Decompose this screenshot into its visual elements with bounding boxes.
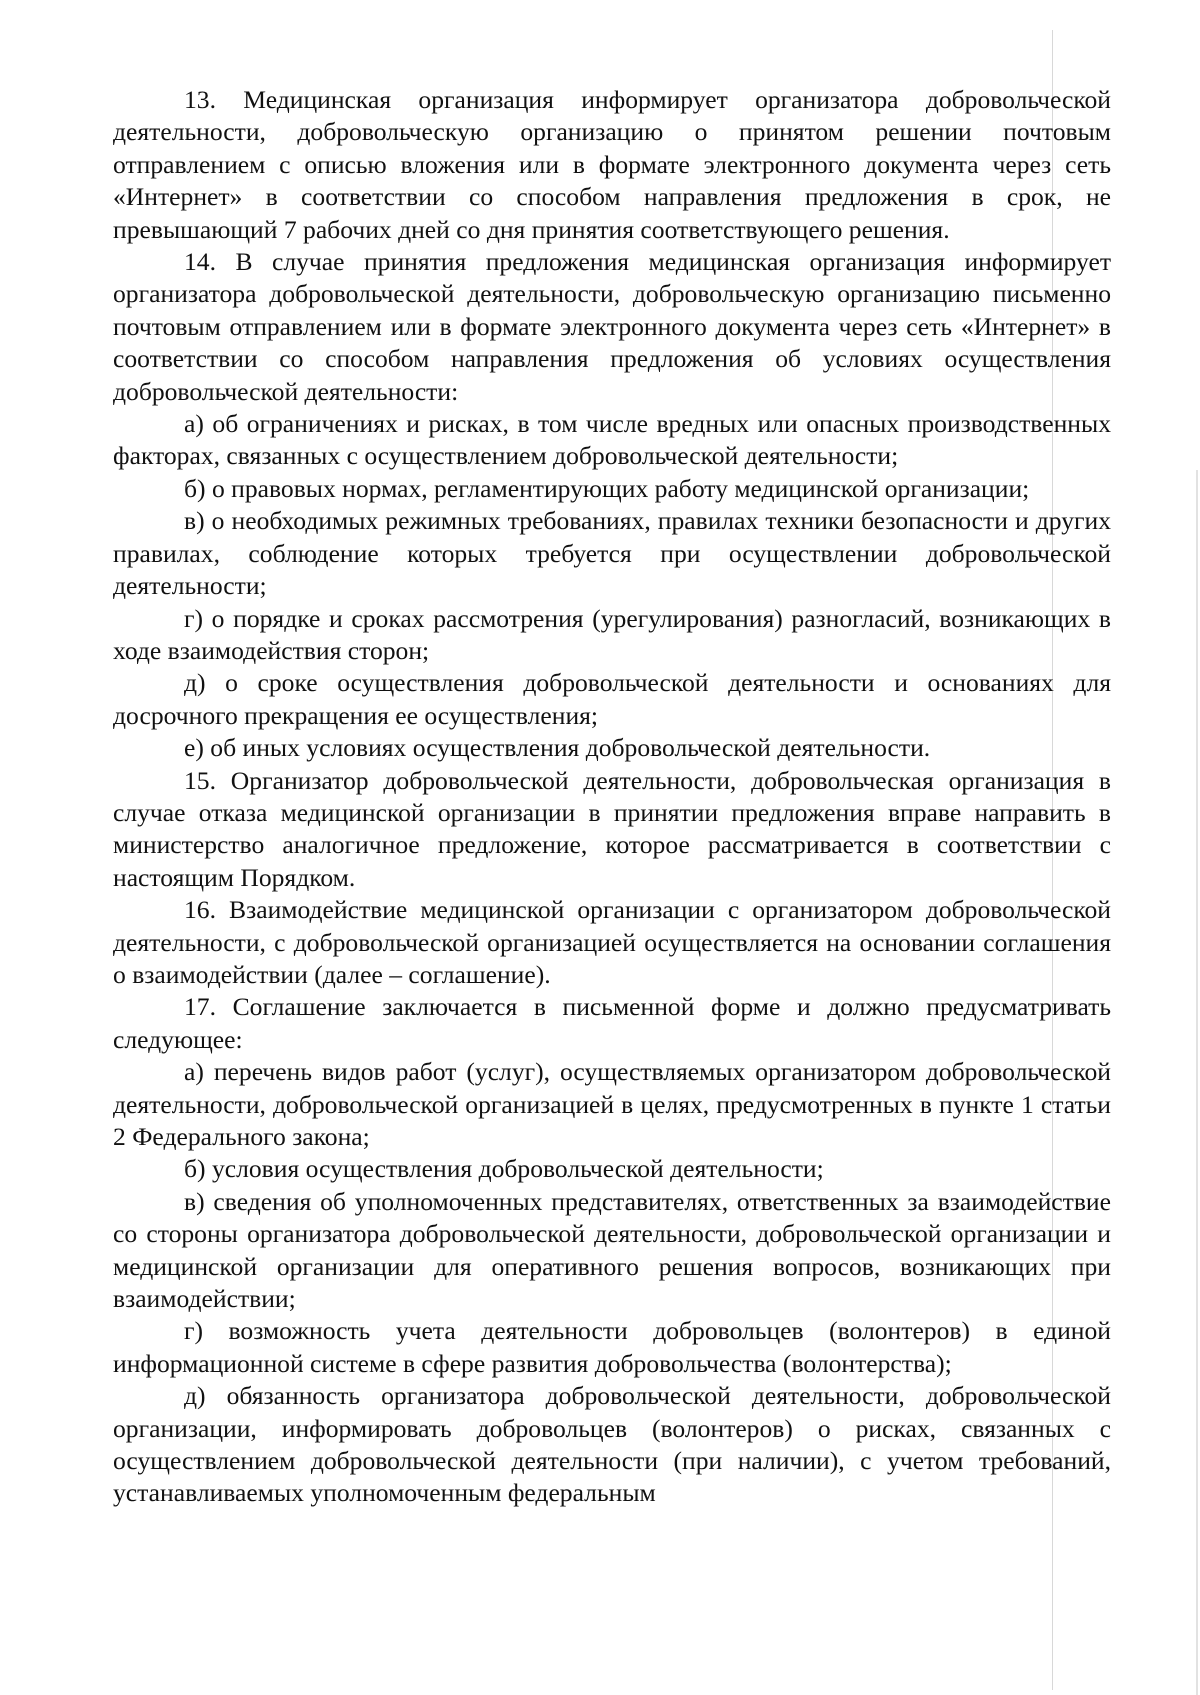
paragraph-17: 17. Соглашение заключается в письменной форме и должно предусматривать следующее: xyxy=(113,992,1111,1054)
paragraph-15: 15. Организатор добровольческой деятельности, добровольческая организация в случае отказа медицинской организации в принятии предложения вправе направить в министерство аналогичное предложение, которое рассматривается в соответствии с настоящим Порядком. xyxy=(113,765,1111,892)
paragraph-14: 14. В случае принятия предложения медицинская организация информирует организатора добровольческой деятельности, добровольческую организацию письменно почтовым отправлением или в формате электронного документа через сеть «Интернет» в соответствии со способом направления предложения об условиях осуществления добровольческой деятельности: xyxy=(113,247,1111,406)
paragraph-17-v: в) сведения об уполномоченных представителях, ответственных за взаимодействие со стороны организатора добровольческой деятельности, добровольческой организации и медицинской организации для оперативного решения вопросов, возникающих при взаимодействии; xyxy=(113,1186,1111,1314)
paragraph-14-e: е) об иных условиях осуществления добровольческой деятельности. xyxy=(184,733,931,763)
paragraph-17-a: а) перечень видов работ (услуг), осуществляемых организатором добровольческой деятельности, добровольческой организацией в целях, предусмотренных в пункте 1 статьи 2 Федерального закона; xyxy=(113,1057,1111,1151)
scan-artifact-edge xyxy=(1196,470,1198,1695)
paragraph-14-d: д) о сроке осуществления добровольческой деятельности и основаниях для досрочного прекращения ее осуществления; xyxy=(113,668,1111,730)
document-body xyxy=(113,84,1111,1510)
paragraph-17-g: г) возможность учета деятельности добровольцев (волонтеров) в единой информационной системе в сфере развития добровольчества (волонтерства); xyxy=(113,1316,1111,1378)
paragraph-16: 16. Взаимодействие медицинской организации с организатором добровольческой деятельности, с добровольческой организацией осуществляется на основании соглашения о взаимодействии (далее – соглашение). xyxy=(113,895,1111,989)
paragraph-17-d: д) обязанность организатора добровольческой деятельности, добровольческой организации, информировать добровольцев (волонтеров) о рисках, связанных с осуществлением добровольческой деятельности (при наличии), с учетом требований, устанавливаемых уполномоченным федеральным xyxy=(113,1381,1111,1508)
paragraph-14-a: а) об ограничениях и рисках, в том числе вредных или опасных производственных факторах, связанных с осуществлением добровольческой деятельности; xyxy=(113,409,1111,471)
paragraph-17-b: б) условия осуществления добровольческой деятельности; xyxy=(184,1154,824,1184)
paragraph-14-b: б) о правовых нормах, регламентирующих работу медицинской организации; xyxy=(184,473,1030,503)
paragraph-14-v: в) о необходимых режимных требованиях, правилах техники безопасности и других правилах, соблюдение которых требуется при осуществлении добровольческой деятельности; xyxy=(113,506,1111,601)
paragraph-13: 13. Медицинская организация информирует организатора добровольческой деятельности, добровольческую организацию о принятом решении почтовым отправлением с описью вложения или в формате электронного документа через сеть «Интернет» в соответствии со способом направления предложения в срок, не превышающий 7 рабочих дней со дня принятия соответствующего решения. xyxy=(113,85,1111,244)
paragraph-14-g: г) о порядке и сроках рассмотрения (урегулирования) разногласий, возникающих в ходе взаимодействия сторон; xyxy=(113,603,1111,665)
